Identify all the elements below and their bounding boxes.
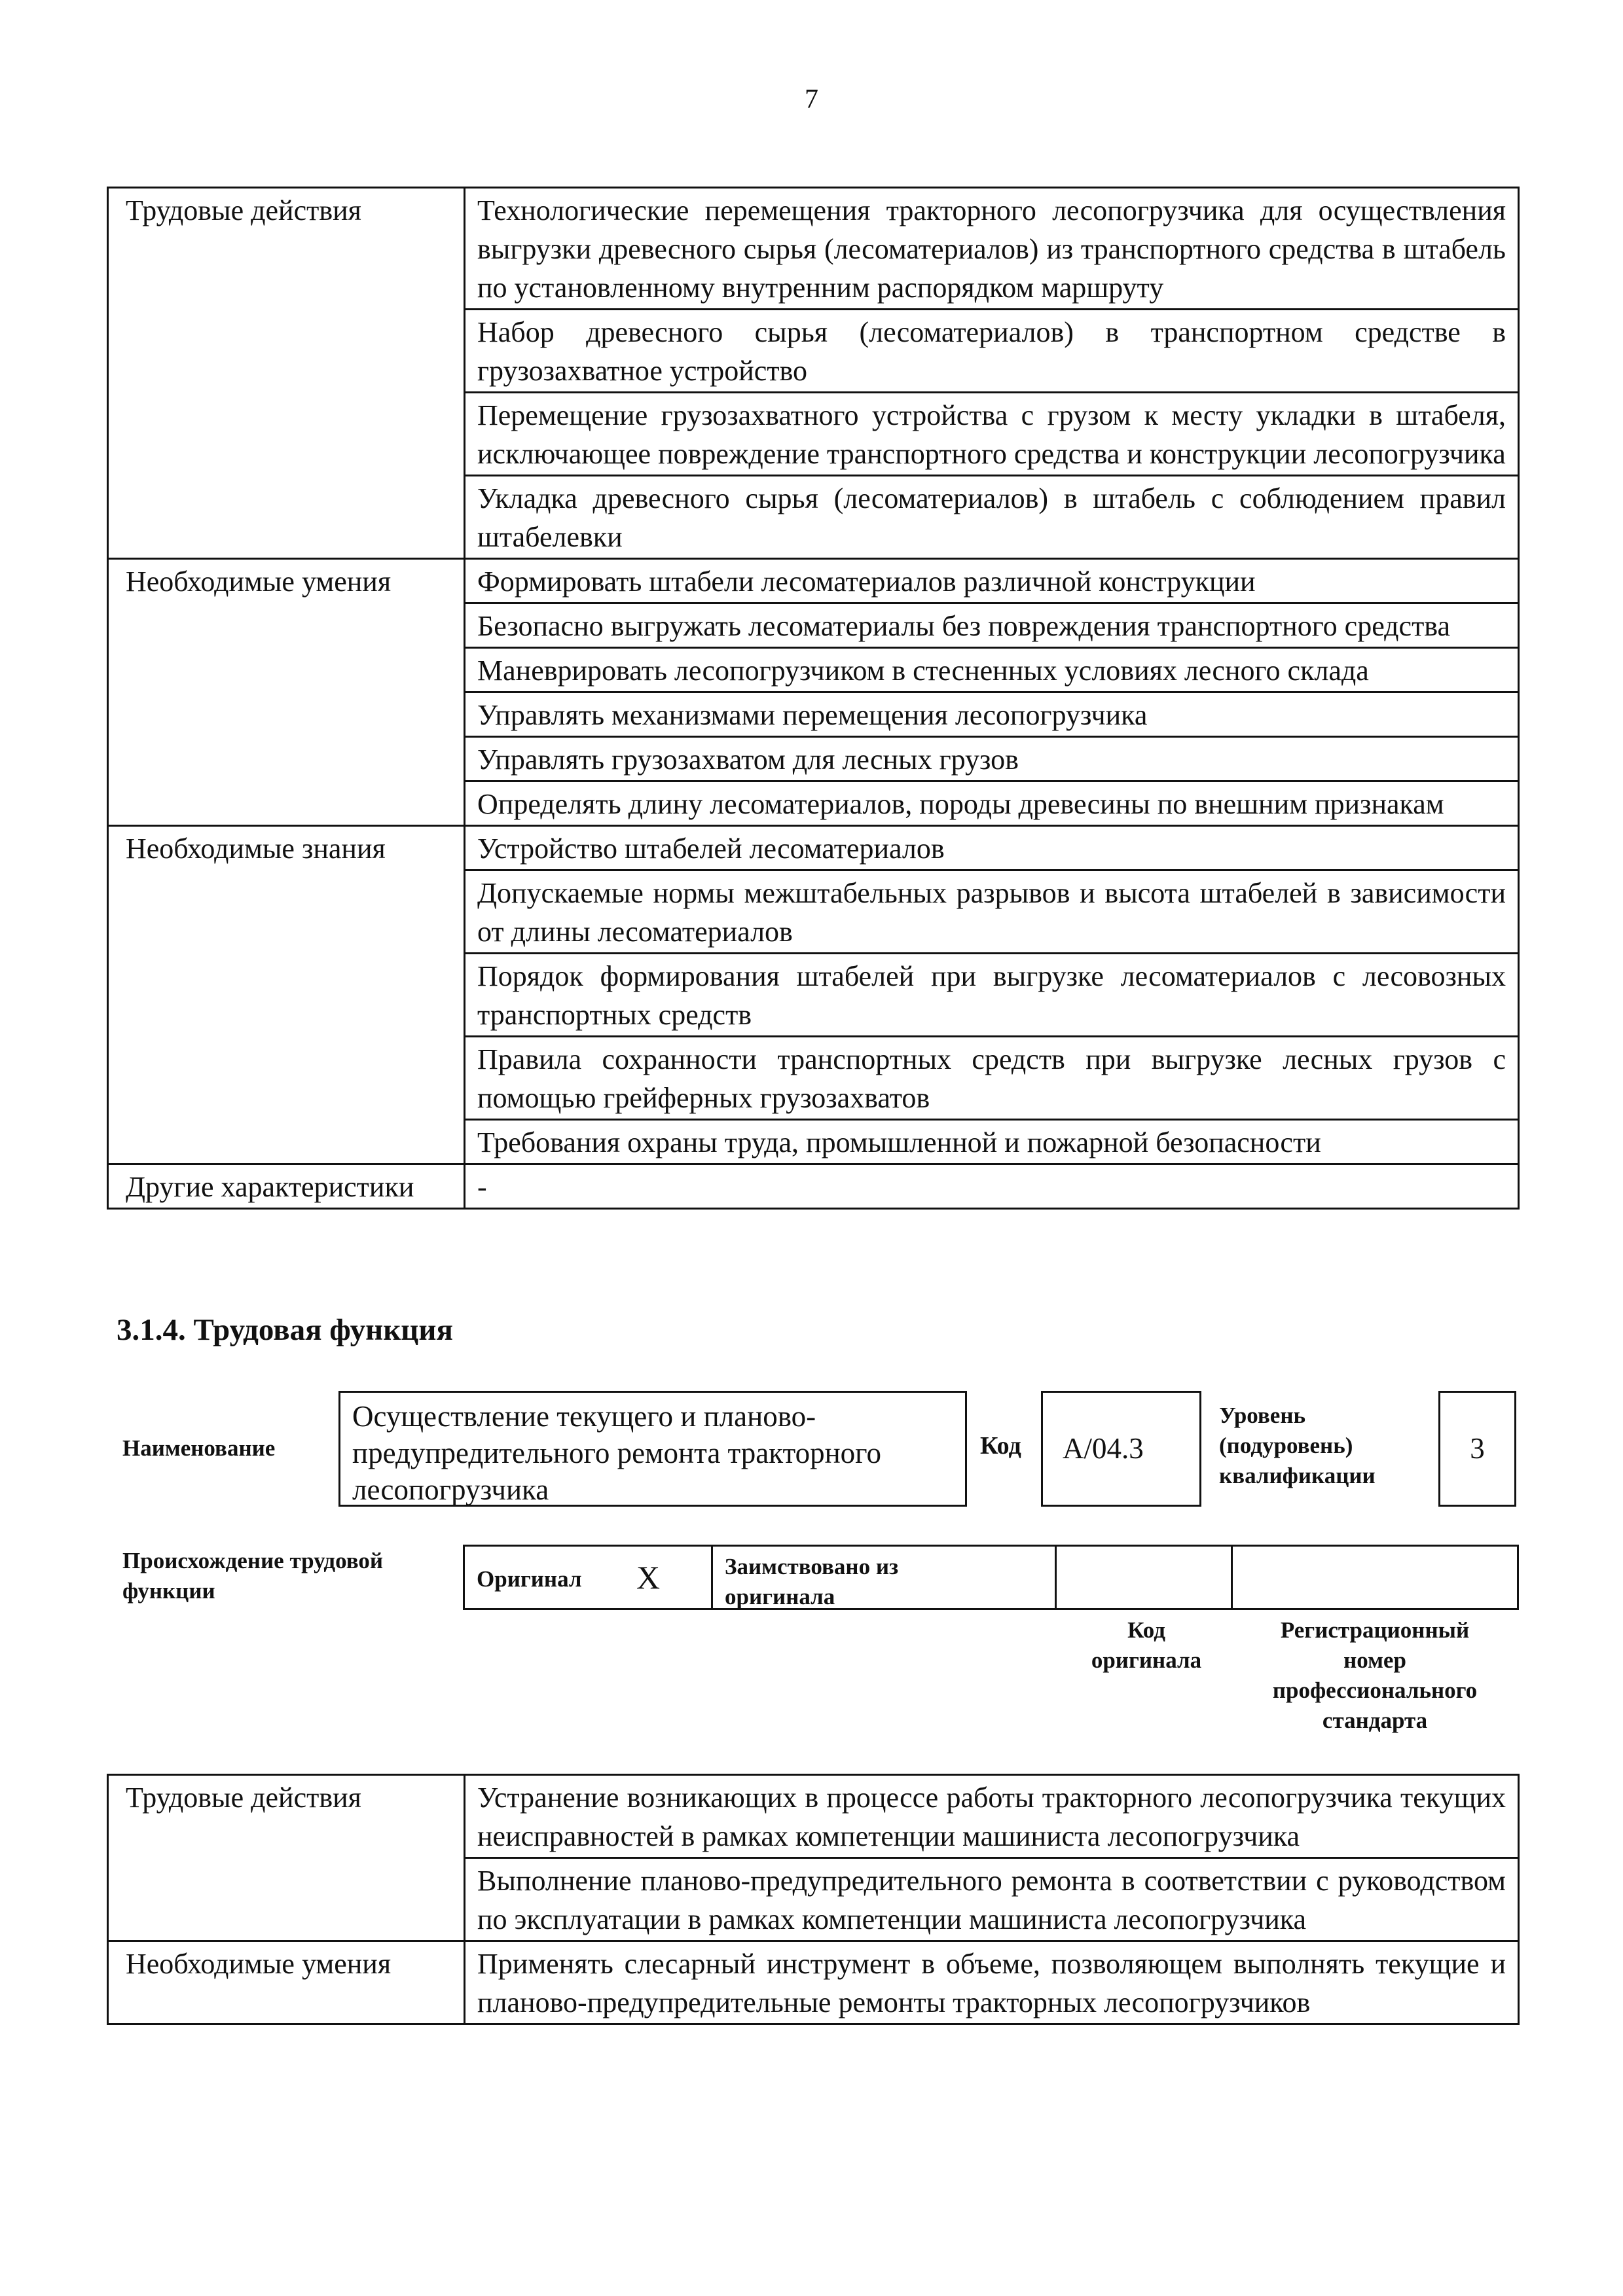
code-value: А/04.3 bbox=[1041, 1391, 1201, 1507]
row-item: Формировать штабели лесоматериалов различной конструкции bbox=[465, 559, 1519, 603]
row-item: Допускаемые нормы межштабельных разрывов и высота штабелей в зависимости от длины лесоматериалов bbox=[465, 870, 1519, 954]
row-label: Трудовые действия bbox=[108, 188, 465, 559]
requirements-table-top bbox=[107, 187, 1520, 1210]
code-label: Код bbox=[980, 1432, 1021, 1460]
row-label: Необходимые умения bbox=[108, 1941, 465, 2024]
level-value: 3 bbox=[1438, 1391, 1516, 1507]
row-item: Безопасно выгружать лесоматериалы без повреждения транспортного средства bbox=[465, 603, 1519, 648]
row-item: Определять длину лесоматериалов, породы древесины по внешним признакам bbox=[465, 781, 1519, 826]
origin-code-cell bbox=[1055, 1545, 1233, 1610]
row-label: Необходимые умения bbox=[108, 559, 465, 826]
name-label: Наименование bbox=[122, 1435, 276, 1461]
row-label: Другие характеристики bbox=[108, 1164, 465, 1209]
row-label: Необходимые знания bbox=[108, 826, 465, 1164]
row-item: Устранение возникающих в процессе работы тракторного лесопогрузчика текущих неисправностей в рамках компетенции машиниста лесопогрузчика bbox=[465, 1775, 1519, 1858]
caption-reg bbox=[1231, 1615, 1519, 1736]
table-row bbox=[108, 1941, 1519, 2024]
function-name-value: Осуществление текущего и планово-предупредительного ремонта тракторного лесопогрузчика bbox=[338, 1391, 967, 1507]
page-number: 7 bbox=[805, 84, 818, 115]
origin-row bbox=[465, 1545, 1519, 1610]
table-row bbox=[108, 826, 1519, 870]
caption-code-text: Код оригинала bbox=[1091, 1617, 1202, 1673]
origin-original-label: Оригинал bbox=[477, 1566, 582, 1592]
requirements-table-bottom bbox=[107, 1774, 1520, 2025]
table-row bbox=[108, 1164, 1519, 1209]
origin-label: Происхождение трудовой функции bbox=[122, 1548, 384, 1604]
row-item: Применять слесарный инструмент в объеме, позволяющем выполнять текущие и планово-предупредительные ремонты тракторных лесопогрузчиков bbox=[465, 1941, 1519, 2024]
table-row bbox=[108, 188, 1519, 310]
origin-original-mark: X bbox=[636, 1559, 661, 1596]
caption-reg-text: Регистрационный номер профессионального стандарта bbox=[1272, 1617, 1478, 1733]
origin-borrowed-cell bbox=[711, 1545, 1057, 1610]
level-label: Уровень (подуровень) квалификации bbox=[1219, 1403, 1376, 1488]
row-item: Набор древесного сырья (лесоматериалов) в транспортном средстве в грузозахватное устройство bbox=[465, 310, 1519, 393]
row-item: Выполнение планово-предупредительного ремонта в соответствии с руководством по эксплуатации в рамках компетенции машиниста лесопогрузчика bbox=[465, 1858, 1519, 1941]
table-row bbox=[108, 559, 1519, 603]
caption-code bbox=[1057, 1615, 1235, 1676]
table-row bbox=[108, 1775, 1519, 1858]
origin-borrowed-label: Заимствовано из оригинала bbox=[725, 1554, 899, 1609]
row-item: Укладка древесного сырья (лесоматериалов) в штабель с соблюдением правил штабелевки bbox=[465, 476, 1519, 559]
row-item: Порядок формирования штабелей при выгрузке лесоматериалов с лесовозных транспортных средств bbox=[465, 954, 1519, 1037]
row-item: Перемещение грузозахватного устройства с грузом к месту укладки в штабеля, исключающее повреждение транспортного средства и конструкции лесопогрузчика bbox=[465, 393, 1519, 476]
row-item: Управлять механизмами перемещения лесопогрузчика bbox=[465, 692, 1519, 737]
section-heading: 3.1.4. Трудовая функция bbox=[117, 1313, 453, 1347]
row-item: Управлять грузозахватом для лесных грузов bbox=[465, 737, 1519, 781]
row-item: Требования охраны труда, промышленной и пожарной безопасности bbox=[465, 1120, 1519, 1164]
row-item: Устройство штабелей лесоматериалов bbox=[465, 826, 1519, 870]
row-item: - bbox=[465, 1164, 1519, 1209]
row-item: Технологические перемещения тракторного лесопогрузчика для осуществления выгрузки древесного сырья (лесоматериалов) из транспортного средства в штабель по установленному внутренним распорядком маршруту bbox=[465, 188, 1519, 310]
origin-reg-cell bbox=[1231, 1545, 1519, 1610]
row-label: Трудовые действия bbox=[108, 1775, 465, 1941]
origin-original-cell bbox=[463, 1545, 713, 1610]
row-item: Маневрировать лесопогрузчиком в стесненных условиях лесного склада bbox=[465, 648, 1519, 692]
row-item: Правила сохранности транспортных средств при выгрузке лесных грузов с помощью грейферных грузозахватов bbox=[465, 1037, 1519, 1120]
